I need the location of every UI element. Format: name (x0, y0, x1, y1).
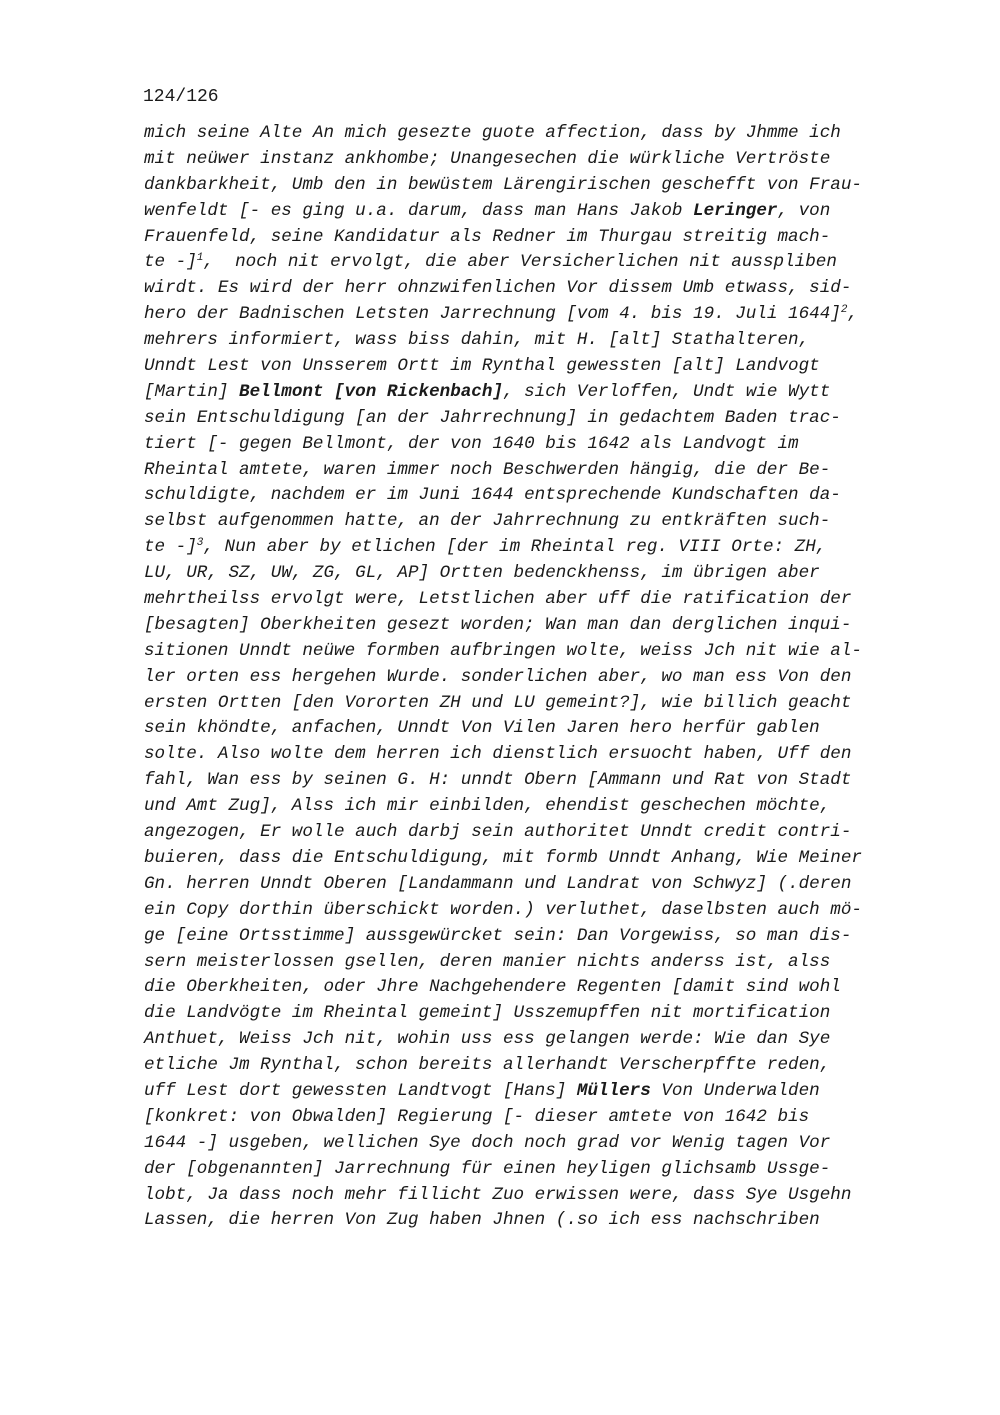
text-line: und Amt Zug], Alss ich mir einbilden, ehendist geschechen möchte, (144, 796, 831, 817)
text-line: 1644 -] usgeben, wellichen Sye doch noch grad vor Wenig tagen Vor (144, 1132, 831, 1153)
text-line: [konkret: von Obwalden] Regierung [- dieser amtete von 1642 bis (144, 1106, 810, 1127)
text-line: die Oberkheiten, oder Jhre Nachgehendere Regenten [damit sind wohl (144, 977, 841, 998)
text-line: selbst aufgenommen hatte, an der Jahrrechnung zu entkräften such- (144, 511, 831, 532)
name-leringer: Leringer (693, 200, 778, 221)
text-line: LU, UR, SZ, UW, ZG, GL, AP] Ortten bedenckhenss, im übrigen aber (144, 563, 820, 584)
text-line: wenfeldt [- es ging u.a. darum, dass man Hans Jakob Leringer, von (144, 200, 831, 221)
text-line: schuldigte, nachdem er im Juni 1644 entsprechende Kundschaften da- (144, 485, 841, 506)
text-line: ler orten ess hergehen Wurde. sonderlichen aber, wo man ess Von den (144, 666, 852, 687)
text-line: sern meisterlossen gsellen, deren manier nichts anderss ist, alss (144, 951, 831, 972)
text-line: te -]$^3$, Nun aber by etlichen [der im Rheintal reg. VIII Orte: ZH, (144, 537, 827, 558)
text-line: mit neüwer instanz ankhombe; Unangesechen die würkliche Vertröste (144, 148, 831, 169)
text-line: [besagten] Oberkheiten gesezt worden; Wan man dan derglichen inqui- (144, 614, 852, 635)
text-line: te -]$^1$, noch nit ervolgt, die aber Versicherlichen nit ausspliben (144, 252, 837, 273)
footnote-marker-3: 3 (196, 537, 204, 550)
name-bellmont: Bellmont [von Rickenbach] (239, 381, 503, 402)
text-line: buieren, dass die Entschuldigung, mit formb Unndt Anhang, Wie Meiner (144, 847, 862, 868)
text-line: uff Lest dort gewessten Landtvogt [Hans] Müllers Von Underwalden (144, 1080, 820, 1101)
text-line: mich seine Alte An mich gesezte guote affection, dass by Jhmme ich (144, 123, 841, 143)
text-line: ge [eine Ortsstimme] aussgewürcket sein: Dan Vorgewiss, so man dis- (144, 925, 852, 946)
text-line: sitionen Unndt neüwe formben aufbringen wolte, weiss Jch nit wie al- (144, 640, 862, 661)
body-text (144, 121, 924, 1234)
text-line: wirdt. Es wird der herr ohnzwifenlichen Vor dissem Umb etwass, sid- (144, 278, 852, 299)
text-line: die Landvögte im Rheintal gemeint] Usszemupffen nit mortification (144, 1003, 831, 1024)
text-line: fahl, Wan ess by seinen G. H: unndt Obern [Ammann und Rat von Stadt (144, 770, 852, 791)
text-line: tiert [- gegen Bellmont, der von 1640 bis 1642 als Landvogt im (144, 433, 799, 454)
text-line: Frauenfeld, seine Kandidatur als Redner im Thurgau streitig mach- (144, 226, 831, 247)
text-line: Unndt Lest von Unsserem Ortt im Rynthal gewessten [alt] Landvogt (144, 356, 820, 377)
text-line: hero der Badnischen Letsten Jarrechnung [vom 4. bis 19. Juli 1644]$^2$, (144, 304, 858, 325)
page-number: 124/126 (143, 87, 219, 107)
text-line: ein Copy dorthin überschickt worden.) verluthet, daselbsten auch mö- (144, 899, 862, 920)
text-line: mehrers informiert, wass biss dahin, mit H. [alt] Stathalteren, (144, 330, 810, 351)
footnote-marker-2: 2 (840, 304, 848, 317)
text-line: dankbarkheit, Umb den in bewüstem Lärengirischen geschefft von Frau- (144, 174, 862, 195)
text-line: Rheintal amtete, waren immer noch Beschwerden hängig, die der Be- (144, 459, 831, 480)
text-line: angezogen, Er wolle auch darbj sein authoritet Unndt credit contri- (144, 822, 852, 843)
text-line: Lassen, die herren Von Zug haben Jhnen (.so ich ess nachschriben (144, 1210, 820, 1231)
text-line: etliche Jm Rynthal, schon bereits allerhandt Verscherpffte reden, (144, 1055, 831, 1076)
text-line: sein khöndte, anfachen, Unndt Von Vilen Jaren hero herfür gablen (144, 718, 820, 739)
text-line: der [obgenannten] Jarrechnung für einen heyligen glichsamb Ussge- (144, 1158, 831, 1179)
text-line: Anthuet, Weiss Jch nit, wohin uss ess gelangen werde: Wie dan Sye (144, 1029, 831, 1050)
text-line: [Martin] Bellmont [von Rickenbach], sich Verloffen, Undt wie Wytt (144, 381, 831, 402)
text-line: solte. Also wolte dem herren ich dienstlich ersuocht haben, Uff den (144, 744, 852, 765)
text-line: lobt, Ja dass noch mehr fillicht Zuo erwissen were, dass Sye Usgehn (144, 1184, 852, 1205)
text-line: Gn. herren Unndt Oberen [Landammann und Landrat von Schwyz] (.deren (144, 873, 852, 894)
name-muellers: Müllers (576, 1080, 651, 1101)
footnote-marker-1: 1 (196, 252, 204, 265)
text-line: mehrtheilss ervolgt were, Letstlichen aber uff die ratification der (144, 589, 852, 610)
text-line: ersten Ortten [den Vororten ZH und LU gemeint?], wie billich geacht (144, 692, 852, 713)
text-line: sein Entschuldigung [an der Jahrrechnung] in gedachtem Baden trac- (144, 407, 841, 428)
